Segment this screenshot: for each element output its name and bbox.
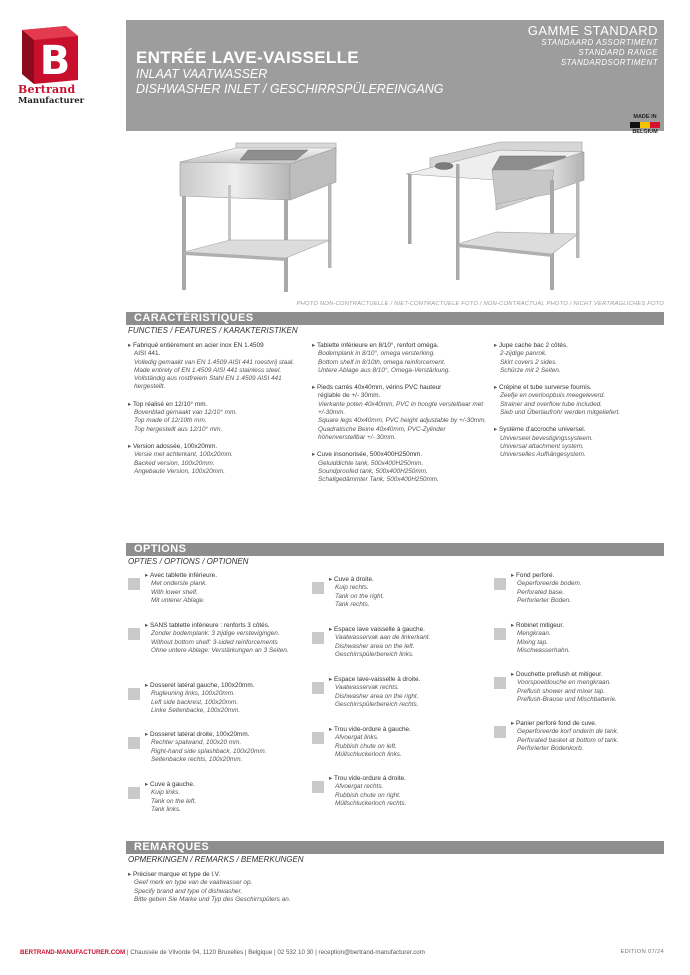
option-de: Tank links. — [151, 805, 181, 813]
feature-de: Schürze mit 2 Seiten. — [500, 366, 561, 374]
svg-text:B: B — [39, 38, 71, 84]
option-en: Dishwasher area on the right. — [335, 692, 419, 700]
brand-name: Bertrand — [18, 83, 76, 96]
option-nl: Geperforeerde bodem. — [517, 580, 582, 588]
feature-fr: ▸ Crépine et tube surverse fournis. — [494, 384, 664, 392]
feature-nl: Volledig gemaakt van EN 1.4509 AISI 441 roestvrij staal. — [134, 358, 295, 366]
page-title: ENTRÉE LAVE-VAISSELLE — [136, 48, 359, 67]
option-fr: ▸ Douchette preflush et mitigeur. — [511, 671, 661, 679]
feature-fr-cont: réglable de +/- 30mm. — [318, 392, 381, 400]
feature-fr: ▸ Tablette inférieure en 8/10°, renfort oméga. — [312, 342, 492, 350]
page-subtitle-nl: INLAAT VAATWASSER — [136, 67, 268, 81]
options-bar — [126, 543, 664, 556]
option-item[interactable] — [494, 622, 659, 672]
range-de: STANDARDSORTIMENT — [560, 58, 658, 67]
option-fr: ▸ Dosseret latéral gauche, 100x20mm. — [145, 682, 295, 690]
feature-en: Top made of 12/10th mm. — [134, 417, 207, 425]
option-fr: ▸ Dosseret latéral droite, 100x20mm. — [145, 731, 295, 739]
remark-de: Bitte geben Sie Marke und Typ des Geschirrspülers an. — [134, 895, 291, 903]
page-subtitle-en-de: DISHWASHER INLET / GESCHIRRSPÜLEREINGANG — [136, 82, 444, 96]
feature-item — [312, 384, 492, 442]
feature-fr: ▸ Fabriqué entièrement en acier inox EN 1.4509 — [128, 342, 306, 350]
option-checkbox[interactable] — [128, 628, 140, 640]
option-checkbox[interactable] — [494, 677, 506, 689]
option-nl: Geperforeerde korf onderin de tank. — [517, 728, 619, 736]
option-item[interactable] — [312, 726, 477, 776]
option-de: Ohne untere Ablage: Verstärkungen an 3 Seiten. — [151, 646, 289, 654]
option-en: Mixing tap. — [517, 638, 548, 646]
feature-item — [312, 451, 492, 484]
product-photo-left — [168, 140, 346, 295]
option-fr: ▸ Cuve à gauche. — [145, 781, 295, 789]
photo-caption: PHOTO NON-CONTRACTUELLE / NIET-CONTRACTUELE FOTO / NON-CONTRACTUAL PHOTO / NICHT VERTRAGLICHES FOTO — [296, 301, 664, 307]
feature-item — [128, 342, 306, 392]
feature-nl: Geluiddichte tank, 500x400H250mm. — [318, 459, 424, 467]
option-item[interactable] — [494, 720, 659, 770]
option-en: Left side backrest, 100x20mm. — [151, 698, 239, 706]
option-checkbox[interactable] — [312, 682, 324, 694]
option-de: Linke Seitenbacke, 100x20mm. — [151, 706, 241, 714]
brand-subname: Manufacturer — [18, 96, 85, 106]
option-nl: Voorspoeldouche en mengkraan. — [517, 679, 611, 687]
option-en: Dishwasher area on the left. — [335, 642, 415, 650]
option-fr: ▸ Trou vide-ordure à droite. — [329, 775, 479, 783]
features-col-3 — [494, 342, 664, 469]
bertrand-b-icon — [22, 26, 78, 84]
remarks-title: REMARQUES — [134, 841, 210, 853]
features-title: CARACTÉRISTIQUES — [134, 312, 254, 324]
option-en: Rubbish chute on right. — [335, 791, 401, 799]
option-checkbox[interactable] — [128, 688, 140, 700]
range-title: GAMME STANDARD — [527, 23, 658, 38]
option-item[interactable] — [128, 682, 293, 732]
option-nl: Rugleuning links, 100x20mm. — [151, 690, 235, 698]
option-fr: ▸ Robinet mitigeur. — [511, 622, 661, 630]
option-en: Perforated basket at bottom of tank. — [517, 736, 619, 744]
option-de: Perforierter Bodenkorb. — [517, 744, 584, 752]
edition-label: EDITION 07/24 — [620, 949, 664, 955]
feature-item — [494, 384, 664, 417]
option-fr: ▸ Trou vide-ordure à gauche. — [329, 726, 479, 734]
feature-fr-cont: AISI 441. — [134, 350, 161, 358]
remarks-bar — [126, 841, 664, 854]
title-band — [126, 20, 664, 131]
option-item[interactable] — [128, 731, 293, 781]
option-de: Tank rechts. — [335, 600, 370, 608]
feature-de: Sieb und Überlaufrohr werden mitgeliefert. — [500, 409, 621, 417]
feature-en: Square legs 40x40mm, PVC height adjustable by +/-30mm. — [318, 417, 487, 425]
option-checkbox[interactable] — [128, 737, 140, 749]
remark-en: Specify brand and type of dishwasher. — [134, 887, 243, 895]
feature-en: Backed version, 100x20mm. — [134, 459, 215, 467]
feature-de: Top hergestellt aus 12/10° mm. — [134, 425, 223, 433]
remark-fr: ▸ Préciser marque et type de l.V. — [128, 871, 428, 879]
made-in-label: MADE IN — [633, 114, 657, 120]
option-nl: Rechter spatwand, 100x20 mm. — [151, 739, 242, 747]
option-de: Geschirrspülerbereich links. — [335, 650, 414, 658]
option-nl: Kuip links. — [151, 789, 181, 797]
option-fr: ▸ Espace lave-vaisselle à droite. — [329, 676, 479, 684]
remark-nl: Geef merk en type van de vaatwasser op. — [134, 879, 253, 887]
option-item[interactable] — [494, 671, 659, 721]
feature-en: Strainer and overflow tube included. — [500, 400, 602, 408]
feature-en: Made entirely of EN 1.4509 AISI 441 stainless steel. — [134, 366, 282, 374]
option-item[interactable] — [128, 781, 293, 823]
option-de: Mischwasserhahn. — [517, 646, 570, 654]
belgium-flag-icon — [630, 122, 660, 128]
option-item[interactable] — [312, 626, 477, 676]
option-de: Preflush-Brause und Mischbatterie. — [517, 695, 617, 703]
option-checkbox[interactable] — [312, 632, 324, 644]
option-item[interactable] — [128, 622, 293, 678]
feature-item — [312, 342, 492, 375]
feature-fr: ▸ Système d'accroche universel. — [494, 426, 664, 434]
option-de: Seitenbacke rechts, 100x20mm. — [151, 755, 243, 763]
option-en: Tank on the right. — [335, 592, 385, 600]
feature-en: Skirt covers 2 sides. — [500, 358, 558, 366]
option-nl: Afvoergat links. — [335, 734, 379, 742]
option-checkbox[interactable] — [128, 787, 140, 799]
option-nl: Afvoergat rechts. — [335, 783, 384, 791]
feature-fr: ▸ Jupe cache bac 2 côtés. — [494, 342, 664, 350]
footer-contact — [20, 949, 425, 956]
option-nl: Vaatwasservak aan de linkerkant. — [335, 634, 431, 642]
option-de: Geschirrspülerbereich rechts. — [335, 700, 419, 708]
range-label — [528, 24, 658, 68]
option-item[interactable] — [494, 572, 659, 622]
option-en: Right-hand side splashback, 100x20mm. — [151, 747, 267, 755]
remarks-block — [128, 871, 428, 913]
footer-website-link[interactable]: BERTRAND-MANUFACTURER.COM — [20, 949, 126, 956]
feature-nl: Zeefje en overloopbuis meegeleverd. — [500, 392, 606, 400]
feature-en: Soundproofed tank, 500x400H250mm. — [318, 467, 428, 475]
option-fr: ▸ Espace lave vaisselle à gauche. — [329, 626, 479, 634]
remarks-subtitle: OPMERKINGEN / REMARKS / BEMERKUNGEN — [128, 855, 304, 864]
options-subtitle: OPTIES / OPTIONS / OPTIONEN — [128, 557, 249, 566]
feature-de: Universelles Aufhängesystem. — [500, 451, 586, 459]
option-de: Müllschluckerloch links. — [335, 750, 402, 758]
feature-de: Schallgedämmter Tank, 500x400H250mm. — [318, 476, 439, 484]
option-item[interactable] — [312, 775, 477, 817]
remark-item — [128, 871, 428, 904]
option-item[interactable] — [312, 676, 477, 726]
option-fr: ▸ Cuve à droite. — [329, 576, 479, 584]
feature-en: Bottom shelf in 8/10th, omega reinforcement. — [318, 358, 446, 366]
product-photo-right — [400, 140, 590, 295]
option-checkbox[interactable] — [312, 582, 324, 594]
option-en: With lower shelf. — [151, 588, 198, 596]
feature-nl: Versie met achterkant, 100x20mm. — [134, 451, 233, 459]
option-de: Perforierter Boden. — [517, 596, 571, 604]
feature-de: Vollständig aus rostfreiem Stahl EN 1.4509 AISI 441 hergestellt. — [134, 375, 282, 391]
option-checkbox[interactable] — [494, 726, 506, 738]
option-en: Rubbish chute on left. — [335, 742, 397, 750]
brand-logo — [18, 26, 90, 110]
option-de: Mit unterer Ablage. — [151, 596, 205, 604]
feature-nl: Universeel bevestigingssysteem. — [500, 434, 594, 442]
option-item[interactable] — [312, 576, 477, 626]
option-nl: Kuip rechts. — [335, 584, 369, 592]
option-fr: ▸ Avec tablette inférieure. — [145, 572, 295, 580]
range-nl: STANDAARD ASSORTIMENT — [541, 38, 658, 47]
option-checkbox[interactable] — [494, 628, 506, 640]
feature-item — [494, 426, 664, 459]
features-col-2 — [312, 342, 492, 493]
feature-nl: Bovenblad gemaakt van 12/10° mm. — [134, 409, 238, 417]
made-in-country: BELGIUM — [632, 129, 658, 135]
feature-fr: ▸ Version adossée, 100x20mm. — [128, 443, 306, 451]
feature-nl: 2-zijdige panrok. — [500, 350, 547, 358]
option-item[interactable] — [128, 572, 293, 622]
option-de: Müllschluckerloch rechts. — [335, 799, 407, 807]
option-fr: ▸ Fond perforé. — [511, 572, 661, 580]
option-en: Without bottom shelf: 3-sided reinforcements — [151, 638, 278, 646]
option-checkbox[interactable] — [128, 578, 140, 590]
option-fr: ▸ Panier perforé fond de cuve. — [511, 720, 661, 728]
feature-fr: ▸ Top réalisé en 12/10° mm. — [128, 401, 306, 409]
option-nl: Zonder bodemplank: 3 zijdige verstevigingen. — [151, 630, 280, 638]
footer-address: | Chaussée de Vilvorde 94, 1120 Bruxelles | Belgique | 02 532 10 30 | reception@bertrand-manufacturer.com — [126, 949, 425, 956]
option-checkbox[interactable] — [312, 732, 324, 744]
feature-en: Universal attachment system. — [500, 442, 584, 450]
feature-fr: ▸ Pieds carrés 40x40mm, vérins PVC hauteur — [312, 384, 492, 392]
features-subtitle: FUNCTIES / FEATURES / KARAKTERISTIKEN — [128, 326, 298, 335]
range-en: STANDARD RANGE — [578, 48, 658, 57]
features-col-1 — [128, 342, 306, 485]
option-en: Preflush shower and mixer tap. — [517, 687, 606, 695]
feature-de: Quadratische Beine 40x40mm, PVC-Zylinder höhenverstellbar +/- 30mm. — [318, 425, 446, 441]
feature-item — [494, 342, 664, 375]
feature-de: Untere Ablage aus 8/10°, Omega-Verstärkung. — [318, 366, 451, 374]
made-in-badge — [627, 114, 663, 140]
option-nl: Vaatwasservak rechts. — [335, 684, 400, 692]
feature-fr: ▸ Cuve insonorisée, 500x400H250mm. — [312, 451, 492, 459]
feature-de: Angebaute Version, 100x20mm. — [134, 467, 226, 475]
feature-item — [128, 443, 306, 476]
option-en: Perforated base. — [517, 588, 565, 596]
option-checkbox[interactable] — [494, 578, 506, 590]
feature-item — [128, 401, 306, 434]
option-nl: Met onderste plank. — [151, 580, 208, 588]
option-fr: ▸ SANS tablette inférieure : renforts 3 côtés. — [145, 622, 295, 630]
option-en: Tank on the left. — [151, 797, 197, 805]
options-title: OPTIONS — [134, 543, 187, 555]
features-bar — [126, 312, 664, 325]
feature-nl: Vierkante poten 40x40mm, PVC in hoogte verstelbaar met +/-30mm. — [318, 400, 484, 417]
feature-nl: Bodemplank in 8/10°, omega versterking. — [318, 350, 435, 358]
option-checkbox[interactable] — [312, 781, 324, 793]
option-nl: Mengkraan. — [517, 630, 551, 638]
